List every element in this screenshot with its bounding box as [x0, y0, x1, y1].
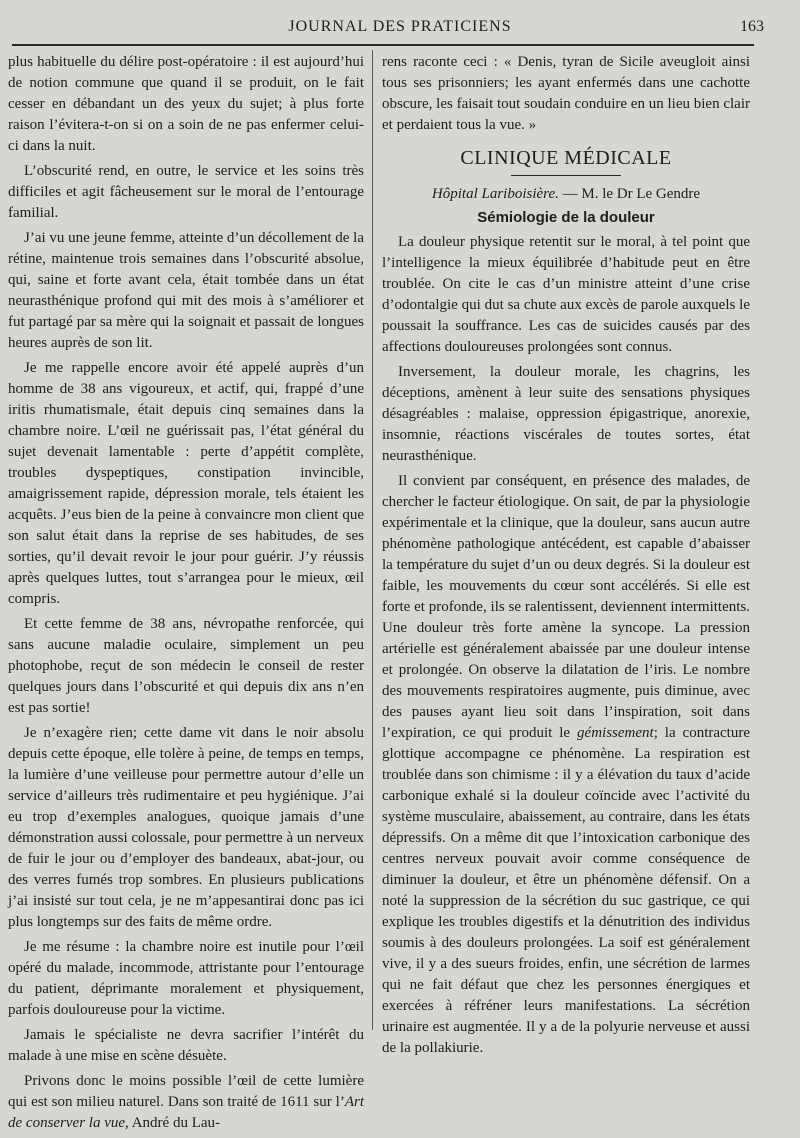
paragraph: L’obscurité rend, en outre, le service et les soins très difficiles et agit fâcheusement sur le moral de l’entourage familial.	[8, 163, 364, 221]
page-header	[0, 10, 800, 44]
italic-term: gémissement	[577, 725, 654, 741]
paragraph: Jamais le spécialiste ne devra sacrifier l’intérêt du malade à une mise en scène désuète.	[8, 1027, 364, 1064]
hospital-name: Hôpital Lariboisière.	[431, 186, 559, 202]
header-rule	[12, 44, 754, 46]
text-run: Il convient par conséquent, en présence des malades, de chercher le facteur étiologique. On sait, de par la physiologie expérimentale et la clinique, que la douleur, sans aucun autre phénomène pathologique antécédent, est capable d’abaisser la température du sujet d’un ou deux degrés. Si la douleur est faible, les mouvements du cœur sont accélérés. Si elle est forte et profonde, ils se ralentissent, deviennent intermittents. Une douleur très forte amène la syncope. La pression artérielle est généralement abaissée par une douleur intense et prolongée. On observe la dilatation de l’iris. Le nombre des mouvements respiratoires augmente, puis diminue, avec des pauses ayant lieu soit dans l’inspiration, soit dans l’expiration, ce qui produit le	[382, 473, 750, 741]
right-column	[382, 52, 750, 1063]
paragraph: Je n’exagère rien; cette dame vit dans le noir absolu depuis cette époque, elle tolère à peine, de temps en temps, la lumière d’une veilleuse pour permettre autour d’elle un service d’ailleurs très rudimentaire et peu hygiénique. J’ai eu trop d’exemples analogues, quoique jamais d’une démonstration aussi colossale, pour permettre à un nerveux de fuir le jour ou d’employer des bandeaux, abat-jour, ou des verres fumés trop sombres. En plusieurs publications j’ai insisté sur tout cela, je ne m’appesantirai donc pas ici plus longtemps sur des faits de même ordre.	[8, 725, 364, 930]
paragraph	[8, 1071, 364, 1134]
paragraph: Je me rappelle encore avoir été appelé auprès d’un homme de 38 ans vigoureux, et actif, qui, frappé d’une iritis rhumatismale, était depuis cinq semaines dans la chambre noire. L’œil ne guérissait pas, l’état général du sujet devenait lamentable : perte d’appétit complète, troubles dyspeptiques, constipation invincible, amaigrissement rapide, dépression morale, tels étaient les acquêts. J’eus bien de la peine à convaincre mon client que son salut était dans la reprise de ses habitudes, de ses sorties, qu’il devait revoir le jour pour guérir. J’y réussis après quelques luttes, tout s’arrangea pour le mieux, œil compris.	[8, 360, 364, 607]
column-divider	[372, 50, 373, 1030]
paragraph: Inversement, la douleur morale, les chagrins, les déceptions, amènent à leur suite des sensations physiques désagréables : malaise, oppression épigastrique, anorexie, insomnie, réactions viscérales de toutes sortes, état neurasthénique.	[382, 364, 750, 464]
text-run: ; la contracture glottique accompagne ce phénomène. La respiration est troublée dans son chimisme : il y a élévation du taux d’acide carbonique exhalé si la douleur coïncide avec l’activité du système musculaire, abaissement, au contraire, dans les états dépressifs. On a même dit que l’intoxication carbonique des centres nerveux pouvait avoir comme conséquence de diminuer la douleur, et être un phénomène défensif. On a noté la suppression de la sécrétion du suc gastrique, ce qui explique les troubles digestifs et la dénutrition des individus soumis à des douleurs prolongées. La soif est généralement vive, il y a des sueurs froides, enfin, une sécrétion de larmes qui ne fait défaut que chez les personnes énergiques et exercées à réfréner leurs manifestations. La sécrétion urinaire est augmentée. Il y a de la polyurie nerveuse et aussi de la pollakiurie.	[382, 725, 750, 1056]
byline	[382, 184, 750, 205]
paragraph: La douleur physique retentit sur le moral, à tel point que l’intelligence la mieux équilibrée d’habitude peut en être troublée. On cite le cas d’un ministre atteint d’une crise d’odontalgie qui dut sa chute aux excès de parole auxquels le poussait la souffrance. Les cas de suicides causés par des affections douloureuses prolongées sont connus.	[382, 234, 750, 355]
paragraph: Et cette femme de 38 ans, névropathe renforcée, qui sans aucune maladie oculaire, simplement un peu photophobe, reçut de son médecin le conseil de rester quelques jours dans l’obscurité et qui depuis dix ans n’en est pas sortie!	[8, 616, 364, 716]
section-title: CLINIQUE MÉDICALE	[460, 147, 672, 169]
paragraph	[382, 471, 750, 1059]
left-column	[8, 52, 364, 1138]
section-rule	[511, 175, 621, 176]
paragraph: Je me résume : la chambre noire est inutile pour l’œil opéré du malade, incommode, attristante pour l’entourage du patient, déprimante moralement et physiquement, parfois douloureuse pour la victime.	[8, 939, 364, 1018]
author: — M. le Dr Le Gendre	[558, 186, 701, 202]
text-run: Privons donc le moins possible l’œil de cette lumière qui est son milieu naturel. Dans son traité de 1611 sur l’	[8, 1073, 364, 1110]
running-title: JOURNAL DES PRATICIENS	[288, 18, 512, 35]
text-run: , André du Lau-	[125, 1115, 221, 1131]
paragraph: plus habituelle du délire post-opératoire : il est aujourd’hui de notion commune que quand il se produit, on le fait cesser en débandant un des yeux du sujet; à plus forte raison l’évitera-t-on si on a soin de ne pas enfermer celui-ci dans la nuit.	[8, 54, 364, 154]
paragraph: J’ai vu une jeune femme, atteinte d’un décollement de la rétine, maintenue trois semaines dans l’obscurité absolue, qui, saine et forte avant cela, était tombée dans un état neurasthénique profond qui mit des mois à s’améliorer et fut partagé par sa mère qui la soignait et passait de longues heures auprès de son lit.	[8, 230, 364, 351]
article-subtitle: Sémiologie de la douleur	[477, 209, 655, 226]
paragraph: rens raconte ceci : « Denis, tyran de Sicile aveugloit ainsi tous ses prisonniers; les ayant enfermés dans une cachotte obscure, les faisait tout soudain conduire en un lieu bien clair et perdaient tous la vue. »	[382, 54, 750, 133]
page-number: 163	[740, 18, 764, 35]
book-title: Art de conserver la vue	[8, 1094, 364, 1131]
